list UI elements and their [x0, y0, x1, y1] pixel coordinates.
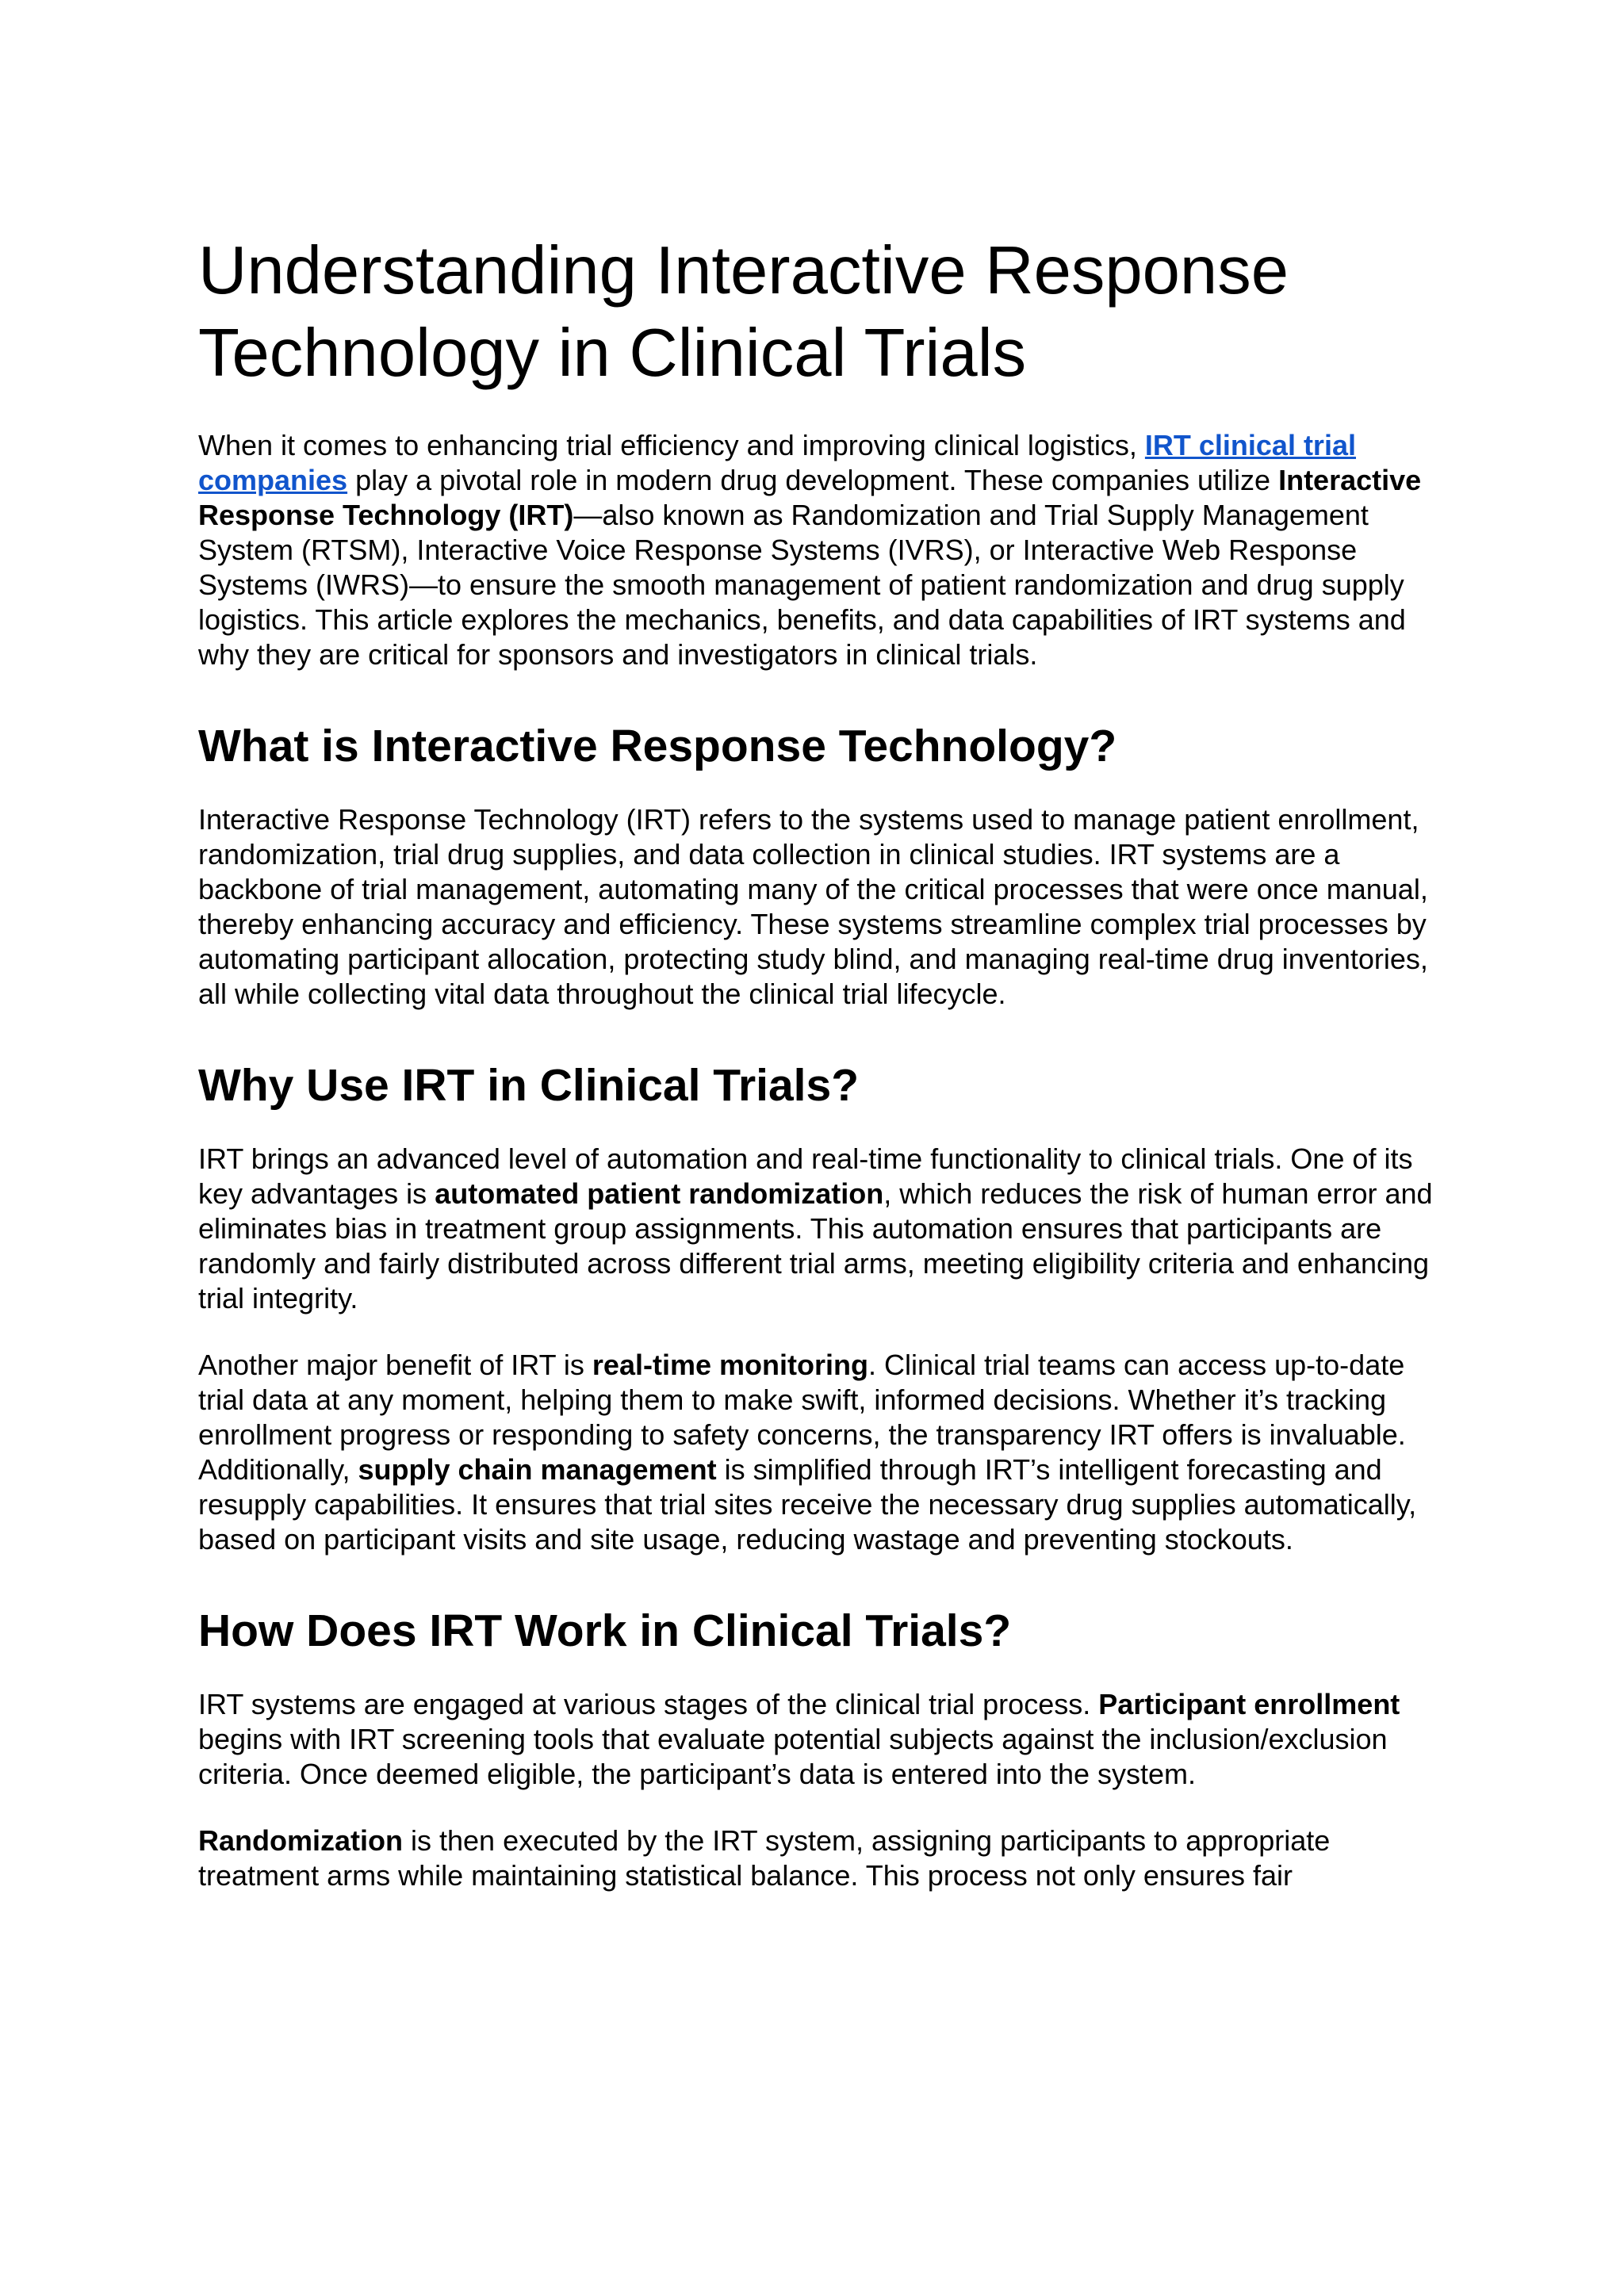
section-heading-how-irt-works: How Does IRT Work in Clinical Trials? — [198, 1605, 1012, 1656]
what-is-irt-paragraph: Interactive Response Technology (IRT) refers to the systems used to manage patient enrollment, randomization, trial drug supplies, and data collection in clinical studies. IRT systems are a backbone of trial management, automating many of the critical processes that were once manual, thereby enhancing accuracy and efficiency. These systems streamline complex trial processes by automating participant allocation, protecting study blind, and managing real-time drug inventories, all while collecting vital data throughout the clinical trial lifecycle. — [198, 803, 1428, 1010]
why2-text-3: is simplified through IRT’s intelligent forecasting and resupply capabilities. It ensures that trial sites receive the necessary drug supplies automatically, based on participant visits and site usage, reducing wastage and preventing stockouts. — [198, 1453, 1417, 1556]
how-text-1: IRT systems are engaged at various stages of the clinical trial process. — [198, 1688, 1099, 1720]
intro-bold-irt: Interactive Response Technology (IRT) — [198, 464, 1422, 531]
intro-paragraph — [198, 428, 1435, 672]
intro-text-2: play a pivotal role in modern drug development. These companies utilize — [347, 464, 1279, 496]
how-irt-works-paragraph-1 — [198, 1687, 1435, 1792]
why2-text-2: . Clinical trial teams can access up-to-date trial data at any moment, helping them to make swift, informed decisions. Whether it’s tracking enrollment progress or responding to safety concerns, the transparency IRT offers is invaluable. Additionally, — [198, 1349, 1406, 1486]
why-text-1: IRT brings an advanced level of automation and real-time functionality to clinical trials. One of its key advantages is — [198, 1142, 1413, 1210]
why2-bold-supply-chain: supply chain management — [358, 1453, 717, 1486]
how2-bold-randomization: Randomization — [198, 1824, 403, 1857]
how-text-2: begins with IRT screening tools that evaluate potential subjects against the inclusion/exclusion criteria. Once deemed eligible, the participant’s data is entered into the system. — [198, 1723, 1388, 1790]
why-text-2: , which reduces the risk of human error and eliminates bias in treatment group assignments. This automation ensures that participants are randomly and fairly distributed across different trial arms, meeting eligibility criteria and enhancing trial integrity. — [198, 1177, 1433, 1314]
how2-text-1: is then executed by the IRT system, assigning participants to appropriate treatment arms while maintaining statistical balance. This process not only ensures fair — [198, 1824, 1331, 1892]
how-irt-works-paragraph-2 — [198, 1823, 1435, 1893]
document-page — [198, 230, 1435, 1925]
why-use-irt-paragraph-2 — [198, 1348, 1435, 1557]
section-heading-what-is-irt: What is Interactive Response Technology? — [198, 721, 1117, 771]
how-bold-enrollment: Participant enrollment — [1098, 1688, 1400, 1720]
why2-bold-monitoring: real-time monitoring — [592, 1349, 868, 1381]
why-bold-randomization: automated patient randomization — [435, 1177, 884, 1210]
intro-text-1: When it comes to enhancing trial efficiency and improving clinical logistics, — [198, 429, 1145, 461]
intro-text-3: —also known as Randomization and Trial Supply Management System (RTSM), Interactive Voice Response Systems (IVRS), or Interactive Web Response Systems (IWRS)—to ensure the smooth management of patient randomization and drug supply logistics. This article explores the mechanics, benefits, and data capabilities of IRT systems and why they are critical for sponsors and investigators in clinical trials. — [198, 499, 1406, 671]
irt-companies-link[interactable]: IRT clinical trial companies — [198, 429, 1356, 496]
page-title: Understanding Interactive Response Technology in Clinical Trials — [198, 233, 1289, 391]
section-heading-why-use-irt: Why Use IRT in Clinical Trials? — [198, 1060, 860, 1111]
why2-text-1: Another major benefit of IRT is — [198, 1349, 592, 1381]
why-use-irt-paragraph-1 — [198, 1142, 1435, 1316]
